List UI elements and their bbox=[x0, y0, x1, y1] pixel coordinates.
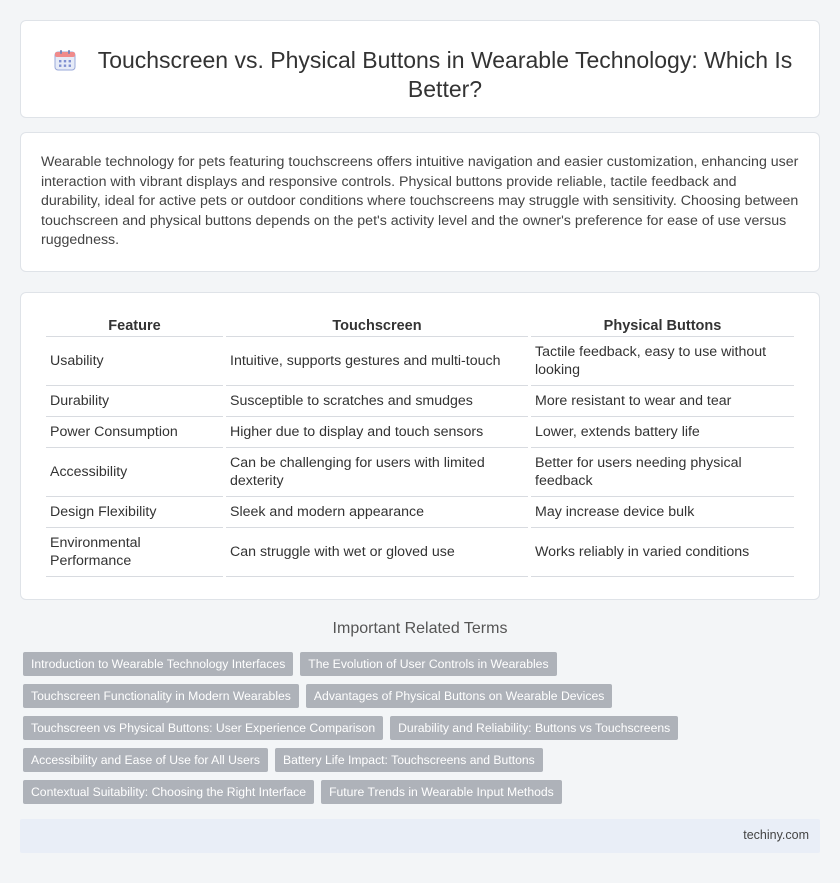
tag-row bbox=[23, 684, 813, 708]
related-tag[interactable]: Touchscreen Functionality in Modern Wearables bbox=[23, 684, 299, 708]
related-tag[interactable]: Introduction to Wearable Technology Interfaces bbox=[23, 652, 293, 676]
cell-touchscreen: Higher due to display and touch sensors bbox=[226, 417, 528, 448]
cell-physical: Better for users needing physical feedback bbox=[531, 448, 794, 497]
footer-site-link[interactable]: techiny.com bbox=[743, 828, 809, 842]
related-tag[interactable]: Accessibility and Ease of Use for All Users bbox=[23, 748, 268, 772]
tag-row bbox=[23, 748, 813, 772]
table-row bbox=[46, 448, 794, 497]
table-header-row bbox=[46, 315, 794, 337]
cell-touchscreen: Can be challenging for users with limited dexterity bbox=[226, 448, 528, 497]
intro-paragraph: Wearable technology for pets featuring touchscreens offers intuitive navigation and easier customization, enhancing user interaction with vibrant displays and responsive controls. Physical buttons provide reliable, tactile feedback and durability, ideal for active pets or outdoor conditions where touchscreens may struggle with sensitivity. Choosing between touchscreen and physical buttons depends on the pet's activity level and the owner's preference for ease of use versus ruggedness. bbox=[41, 154, 799, 249]
related-terms-tags bbox=[23, 652, 813, 812]
table-row bbox=[46, 528, 794, 577]
calendar-icon bbox=[54, 49, 76, 71]
tag-row bbox=[23, 716, 813, 740]
cell-physical: More resistant to wear and tear bbox=[531, 386, 794, 417]
cell-physical: May increase device bulk bbox=[531, 497, 794, 528]
table-row bbox=[46, 497, 794, 528]
related-tag[interactable]: Advantages of Physical Buttons on Wearable Devices bbox=[306, 684, 612, 708]
table-row bbox=[46, 337, 794, 386]
cell-feature: Design Flexibility bbox=[46, 497, 223, 528]
header-physical-buttons: Physical Buttons bbox=[531, 315, 794, 337]
cell-touchscreen: Intuitive, supports gestures and multi-touch bbox=[226, 337, 528, 386]
cell-feature: Durability bbox=[46, 386, 223, 417]
table-row bbox=[46, 417, 794, 448]
related-tag[interactable]: Touchscreen vs Physical Buttons: User Experience Comparison bbox=[23, 716, 383, 740]
cell-feature: Usability bbox=[46, 337, 223, 386]
related-tag[interactable]: Future Trends in Wearable Input Methods bbox=[321, 780, 562, 804]
tag-row bbox=[23, 780, 813, 804]
related-tag[interactable]: The Evolution of User Controls in Wearables bbox=[300, 652, 556, 676]
related-terms-title: Important Related Terms bbox=[332, 620, 508, 637]
comparison-table-card bbox=[20, 292, 820, 600]
cell-touchscreen: Susceptible to scratches and smudges bbox=[226, 386, 528, 417]
cell-feature: Accessibility bbox=[46, 448, 223, 497]
related-tag[interactable]: Contextual Suitability: Choosing the Right Interface bbox=[23, 780, 314, 804]
cell-physical: Lower, extends battery life bbox=[531, 417, 794, 448]
cell-physical: Tactile feedback, easy to use without looking bbox=[531, 337, 794, 386]
intro-card bbox=[20, 132, 820, 272]
page-title: Touchscreen vs. Physical Buttons in Wearable Technology: Which Is Better? bbox=[97, 47, 793, 102]
footer bbox=[20, 819, 820, 853]
header-touchscreen: Touchscreen bbox=[226, 315, 528, 337]
related-tag[interactable]: Battery Life Impact: Touchscreens and Buttons bbox=[275, 748, 543, 772]
tag-row bbox=[23, 652, 813, 676]
related-tag[interactable]: Durability and Reliability: Buttons vs Touchscreens bbox=[390, 716, 678, 740]
cell-feature: Environmental Performance bbox=[46, 528, 223, 577]
comparison-table bbox=[43, 315, 797, 577]
cell-touchscreen: Can struggle with wet or gloved use bbox=[226, 528, 528, 577]
title-card bbox=[20, 20, 820, 118]
cell-touchscreen: Sleek and modern appearance bbox=[226, 497, 528, 528]
table-row bbox=[46, 386, 794, 417]
header-feature: Feature bbox=[46, 315, 223, 337]
cell-physical: Works reliably in varied conditions bbox=[531, 528, 794, 577]
cell-feature: Power Consumption bbox=[46, 417, 223, 448]
